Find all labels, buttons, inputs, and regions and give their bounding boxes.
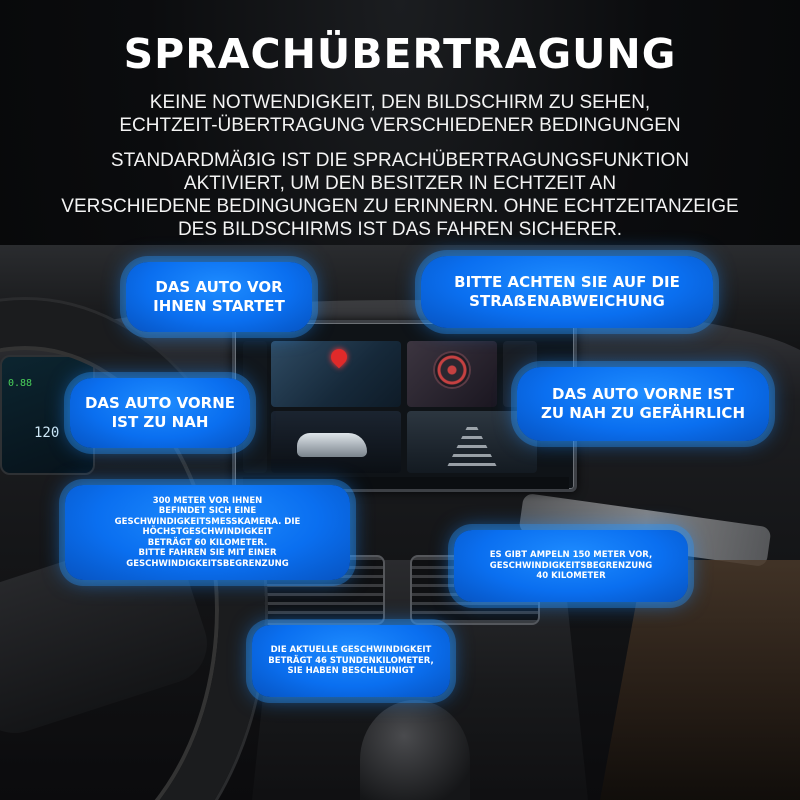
cluster-readout: 0.88 (8, 378, 33, 389)
subtitle (0, 91, 800, 137)
alert-text: BETRÄGT 60 KILOMETER. (147, 537, 268, 548)
alert-text: ES GIBT AMPELN 150 METER VOR, (489, 550, 653, 561)
alert-text: IHNEN STARTET (153, 297, 285, 315)
alert-text: HÖCHSTGESCHWINDIGKEIT (142, 527, 273, 538)
alert-text: ZU NAH ZU GEFÄHRLICH (541, 404, 745, 422)
description-line: VERSCHIEDENE BEDINGUNGEN ZU ERINNERN. OHNE ECHTZEITANZEIGE (61, 196, 739, 217)
alert-text: DAS AUTO VOR (155, 278, 283, 296)
subtitle-line: ECHTZEIT-ÜBERTRAGUNG VERSCHIEDENER BEDINGUNGEN (119, 115, 681, 136)
alert-text: DAS AUTO VORNE IST (552, 385, 734, 403)
page-title: SPRACHÜBERTRAGUNG (123, 30, 677, 78)
alert-text: GESCHWINDIGKEITSMESSKAMERA. DIE (114, 516, 301, 527)
alert-too-close (70, 378, 250, 448)
alert-text: STRAẞENABWEICHUNG (469, 292, 665, 310)
alert-text: DIE AKTUELLE GESCHWINDIGKEIT (270, 645, 432, 656)
description-line: AKTIVIERT, UM DEN BESITZER IN ECHTZEIT AN (183, 173, 617, 194)
description-line: STANDARDMÄẞIG IST DIE SPRACHÜBERTRAGUNGSFUNKTION (110, 150, 690, 171)
alert-text: GESCHWINDIGKEITSBEGRENZUNG (126, 558, 289, 569)
alert-traffic-light (454, 530, 688, 602)
alert-text: BITTE ACHTEN SIE AUF DIE (454, 273, 680, 291)
alert-current-speed (252, 625, 450, 697)
cluster-speed: 120 (34, 425, 60, 441)
music-disc-icon (435, 353, 469, 387)
description-line: DES BILDSCHIRMS IST DAS FAHREN SICHERER. (177, 219, 623, 240)
alert-text: IST ZU NAH (111, 413, 209, 431)
subtitle-line: KEINE NOTWENDIGKEIT, DEN BILDSCHIRM ZU SEHEN, (149, 92, 651, 113)
description (30, 149, 770, 241)
alert-text: GESCHWINDIGKEITSBEGRENZUNG (489, 560, 653, 571)
alert-too-close-dangerous (517, 367, 769, 441)
alert-speed-camera (65, 485, 350, 580)
alert-text: 40 KILOMETER (536, 571, 606, 582)
alert-text: BETRÄGT 46 STUNDENKILOMETER, (268, 655, 434, 666)
car-icon (297, 433, 367, 457)
alert-text: SIE HABEN BESCHLEUNIGT (287, 666, 415, 677)
alert-text: BITTE FAHREN SIE MIT EINER (138, 548, 277, 559)
alert-text: 300 METER VOR IHNEN (152, 495, 263, 506)
alert-text: DAS AUTO VORNE (84, 394, 236, 412)
alert-text: BEFINDET SICH EINE (158, 506, 257, 517)
alert-car-starting (126, 262, 312, 332)
alert-lane-departure (421, 256, 713, 328)
